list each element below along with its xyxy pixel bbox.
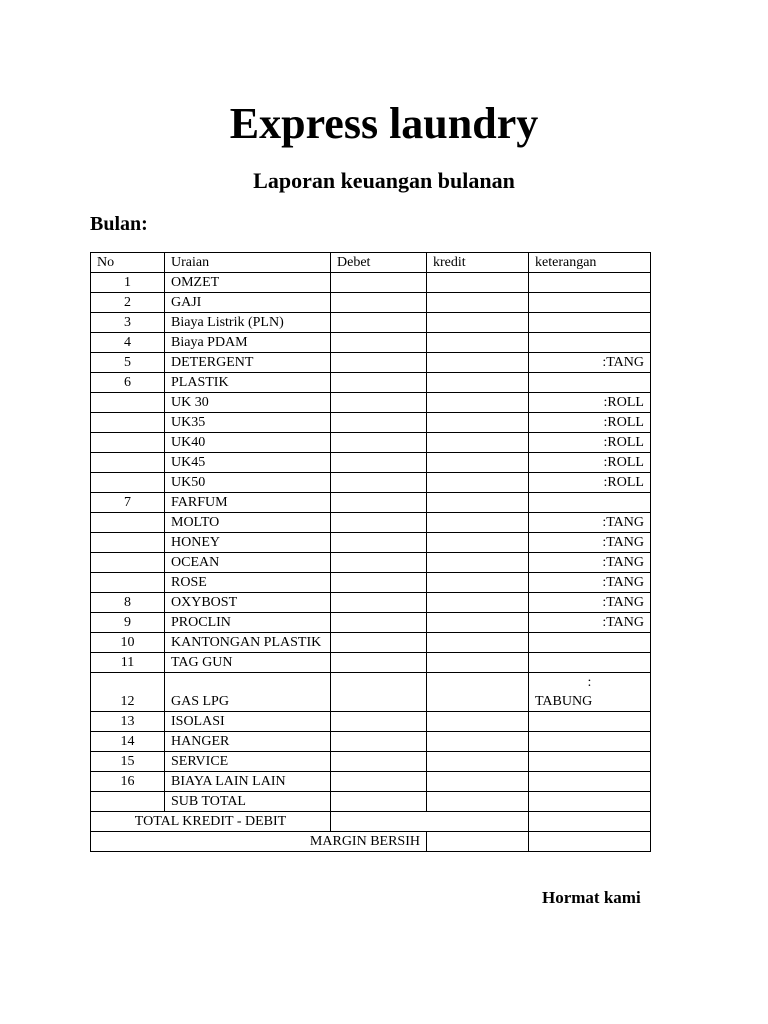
row-kredit xyxy=(427,633,529,653)
row-item: PLASTIK xyxy=(165,373,331,393)
header-uraian: Uraian xyxy=(165,253,331,273)
table-row xyxy=(91,493,651,513)
row-kredit xyxy=(427,393,529,413)
table-row xyxy=(91,653,651,673)
row-item: TAG GUN xyxy=(165,653,331,673)
row-item: ISOLASI xyxy=(165,712,331,732)
row-number: 16 xyxy=(91,772,165,792)
row-debet xyxy=(331,712,427,732)
row-number: 1 xyxy=(91,273,165,293)
table-row xyxy=(91,293,651,313)
margin-row xyxy=(91,832,651,852)
row-kredit xyxy=(427,373,529,393)
total-label: TOTAL KREDIT - DEBIT xyxy=(91,812,331,832)
row-number xyxy=(91,513,165,533)
row-number xyxy=(91,533,165,553)
row-keterangan xyxy=(529,653,651,673)
row-item: MOLTO xyxy=(165,513,331,533)
row-debet xyxy=(331,313,427,333)
margin-label: MARGIN BERSIH xyxy=(91,832,427,852)
row-item: PROCLIN xyxy=(165,613,331,633)
table-row xyxy=(91,453,651,473)
row-keterangan: :TANG xyxy=(529,613,651,633)
row-kredit xyxy=(427,453,529,473)
row-kredit xyxy=(427,553,529,573)
row-item: FARFUM xyxy=(165,493,331,513)
row-keterangan xyxy=(529,772,651,792)
row-kredit xyxy=(427,493,529,513)
row-debet xyxy=(331,493,427,513)
document-subtitle: Laporan keuangan bulanan xyxy=(253,168,515,193)
row-debet xyxy=(331,752,427,772)
row-item: UK50 xyxy=(165,473,331,493)
row-kredit xyxy=(427,772,529,792)
row-number: 5 xyxy=(91,353,165,373)
row-debet xyxy=(331,593,427,613)
table-row xyxy=(91,413,651,433)
row-keterangan: :ROLL xyxy=(529,413,651,433)
keterangan-colon: : xyxy=(587,675,592,690)
row-number: 2 xyxy=(91,293,165,313)
table-row xyxy=(91,613,651,633)
table-row xyxy=(91,433,651,453)
row-number: 14 xyxy=(91,732,165,752)
row-number: 12 xyxy=(91,673,165,712)
row-keterangan xyxy=(529,752,651,772)
row-keterangan xyxy=(529,273,651,293)
table-row xyxy=(91,393,651,413)
row-debet xyxy=(331,293,427,313)
table-row xyxy=(91,553,651,573)
row-debet xyxy=(331,433,427,453)
row-debet xyxy=(331,633,427,653)
row-item: UK40 xyxy=(165,433,331,453)
row-kredit xyxy=(427,732,529,752)
row-item: OXYBOST xyxy=(165,593,331,613)
row-debet xyxy=(331,772,427,792)
row-number xyxy=(91,413,165,433)
subtotal-debet xyxy=(331,792,427,812)
row-kredit xyxy=(427,273,529,293)
row-number: 4 xyxy=(91,333,165,353)
row-item: UK35 xyxy=(165,413,331,433)
keterangan-unit: TABUNG xyxy=(535,694,593,709)
row-kredit xyxy=(427,353,529,373)
row-item: OCEAN xyxy=(165,553,331,573)
row-number: 11 xyxy=(91,653,165,673)
row-debet xyxy=(331,393,427,413)
margin-kredit xyxy=(427,832,529,852)
total-keterangan xyxy=(529,812,651,832)
row-number: 8 xyxy=(91,593,165,613)
row-debet xyxy=(331,732,427,752)
row-kredit xyxy=(427,752,529,772)
row-keterangan: :TANG xyxy=(529,593,651,613)
row-debet xyxy=(331,673,427,712)
table-row xyxy=(91,573,651,593)
subtotal-row xyxy=(91,792,651,812)
row-kredit xyxy=(427,513,529,533)
row-kredit xyxy=(427,653,529,673)
row-item: ROSE xyxy=(165,573,331,593)
row-number xyxy=(91,553,165,573)
row-debet xyxy=(331,553,427,573)
row-keterangan: :ROLL xyxy=(529,473,651,493)
row-item: UK 30 xyxy=(165,393,331,413)
row-number xyxy=(91,453,165,473)
row-keterangan: :ROLL xyxy=(529,393,651,413)
document-title: Express laundry xyxy=(229,99,539,148)
row-item: SERVICE xyxy=(165,752,331,772)
row-kredit xyxy=(427,673,529,712)
header-no: No xyxy=(91,253,165,273)
row-kredit xyxy=(427,413,529,433)
row-keterangan: :TANG xyxy=(529,513,651,533)
row-debet xyxy=(331,333,427,353)
row-number xyxy=(91,573,165,593)
table-row xyxy=(91,313,651,333)
table-row xyxy=(91,273,651,293)
row-keterangan xyxy=(529,673,651,712)
row-kredit xyxy=(427,533,529,553)
row-keterangan xyxy=(529,712,651,732)
row-keterangan: :TANG xyxy=(529,533,651,553)
table-row xyxy=(91,353,651,373)
row-debet xyxy=(331,453,427,473)
row-item: BIAYA LAIN LAIN xyxy=(165,772,331,792)
row-number xyxy=(91,433,165,453)
row-number: 7 xyxy=(91,493,165,513)
row-kredit xyxy=(427,333,529,353)
row-item: UK45 xyxy=(165,453,331,473)
row-debet xyxy=(331,373,427,393)
row-item: HONEY xyxy=(165,533,331,553)
total-value xyxy=(331,812,529,832)
row-number: 10 xyxy=(91,633,165,653)
row-keterangan: :TANG xyxy=(529,353,651,373)
row-number xyxy=(91,473,165,493)
row-item: HANGER xyxy=(165,732,331,752)
row-keterangan: :ROLL xyxy=(529,453,651,473)
row-item: GAS LPG xyxy=(165,673,331,712)
table-row xyxy=(91,473,651,493)
finance-table xyxy=(90,252,651,852)
table-header-row xyxy=(91,253,651,273)
row-number: 6 xyxy=(91,373,165,393)
row-kredit xyxy=(427,613,529,633)
row-item: Biaya PDAM xyxy=(165,333,331,353)
row-keterangan xyxy=(529,293,651,313)
row-number: 15 xyxy=(91,752,165,772)
row-debet xyxy=(331,513,427,533)
table-row xyxy=(91,513,651,533)
subtotal-keterangan xyxy=(529,792,651,812)
row-number: 9 xyxy=(91,613,165,633)
row-number: 3 xyxy=(91,313,165,333)
row-keterangan xyxy=(529,493,651,513)
row-kredit xyxy=(427,293,529,313)
row-debet xyxy=(331,573,427,593)
table-row xyxy=(91,732,651,752)
row-debet xyxy=(331,613,427,633)
row-debet xyxy=(331,533,427,553)
row-item: OMZET xyxy=(165,273,331,293)
row-kredit xyxy=(427,593,529,613)
month-label: Bulan: xyxy=(90,213,148,235)
row-keterangan xyxy=(529,732,651,752)
row-kredit xyxy=(427,712,529,732)
row-keterangan: :ROLL xyxy=(529,433,651,453)
header-debet: Debet xyxy=(331,253,427,273)
table-row xyxy=(91,752,651,772)
subtotal-no xyxy=(91,792,165,812)
table-row xyxy=(91,772,651,792)
closing-signature: Hormat kami xyxy=(542,888,641,907)
header-kredit: kredit xyxy=(427,253,529,273)
table-row xyxy=(91,373,651,393)
row-kredit xyxy=(427,313,529,333)
row-item: Biaya Listrik (PLN) xyxy=(165,313,331,333)
row-item: DETERGENT xyxy=(165,353,331,373)
row-kredit xyxy=(427,473,529,493)
margin-keterangan xyxy=(529,832,651,852)
row-keterangan xyxy=(529,633,651,653)
row-number: 13 xyxy=(91,712,165,732)
row-item: GAJI xyxy=(165,293,331,313)
row-keterangan: :TANG xyxy=(529,573,651,593)
table-row xyxy=(91,673,651,712)
row-kredit xyxy=(427,433,529,453)
row-number xyxy=(91,393,165,413)
row-keterangan xyxy=(529,333,651,353)
row-kredit xyxy=(427,573,529,593)
row-debet xyxy=(331,353,427,373)
table-row xyxy=(91,333,651,353)
subtotal-kredit xyxy=(427,792,529,812)
row-debet xyxy=(331,473,427,493)
total-row xyxy=(91,812,651,832)
row-keterangan xyxy=(529,313,651,333)
row-keterangan xyxy=(529,373,651,393)
row-debet xyxy=(331,273,427,293)
table-row xyxy=(91,533,651,553)
row-debet xyxy=(331,653,427,673)
table-row xyxy=(91,633,651,653)
table-row xyxy=(91,593,651,613)
header-keterangan: keterangan xyxy=(529,253,651,273)
table-row xyxy=(91,712,651,732)
subtotal-label: SUB TOTAL xyxy=(165,792,331,812)
row-debet xyxy=(331,413,427,433)
row-keterangan: :TANG xyxy=(529,553,651,573)
row-item: KANTONGAN PLASTIK xyxy=(165,633,331,653)
